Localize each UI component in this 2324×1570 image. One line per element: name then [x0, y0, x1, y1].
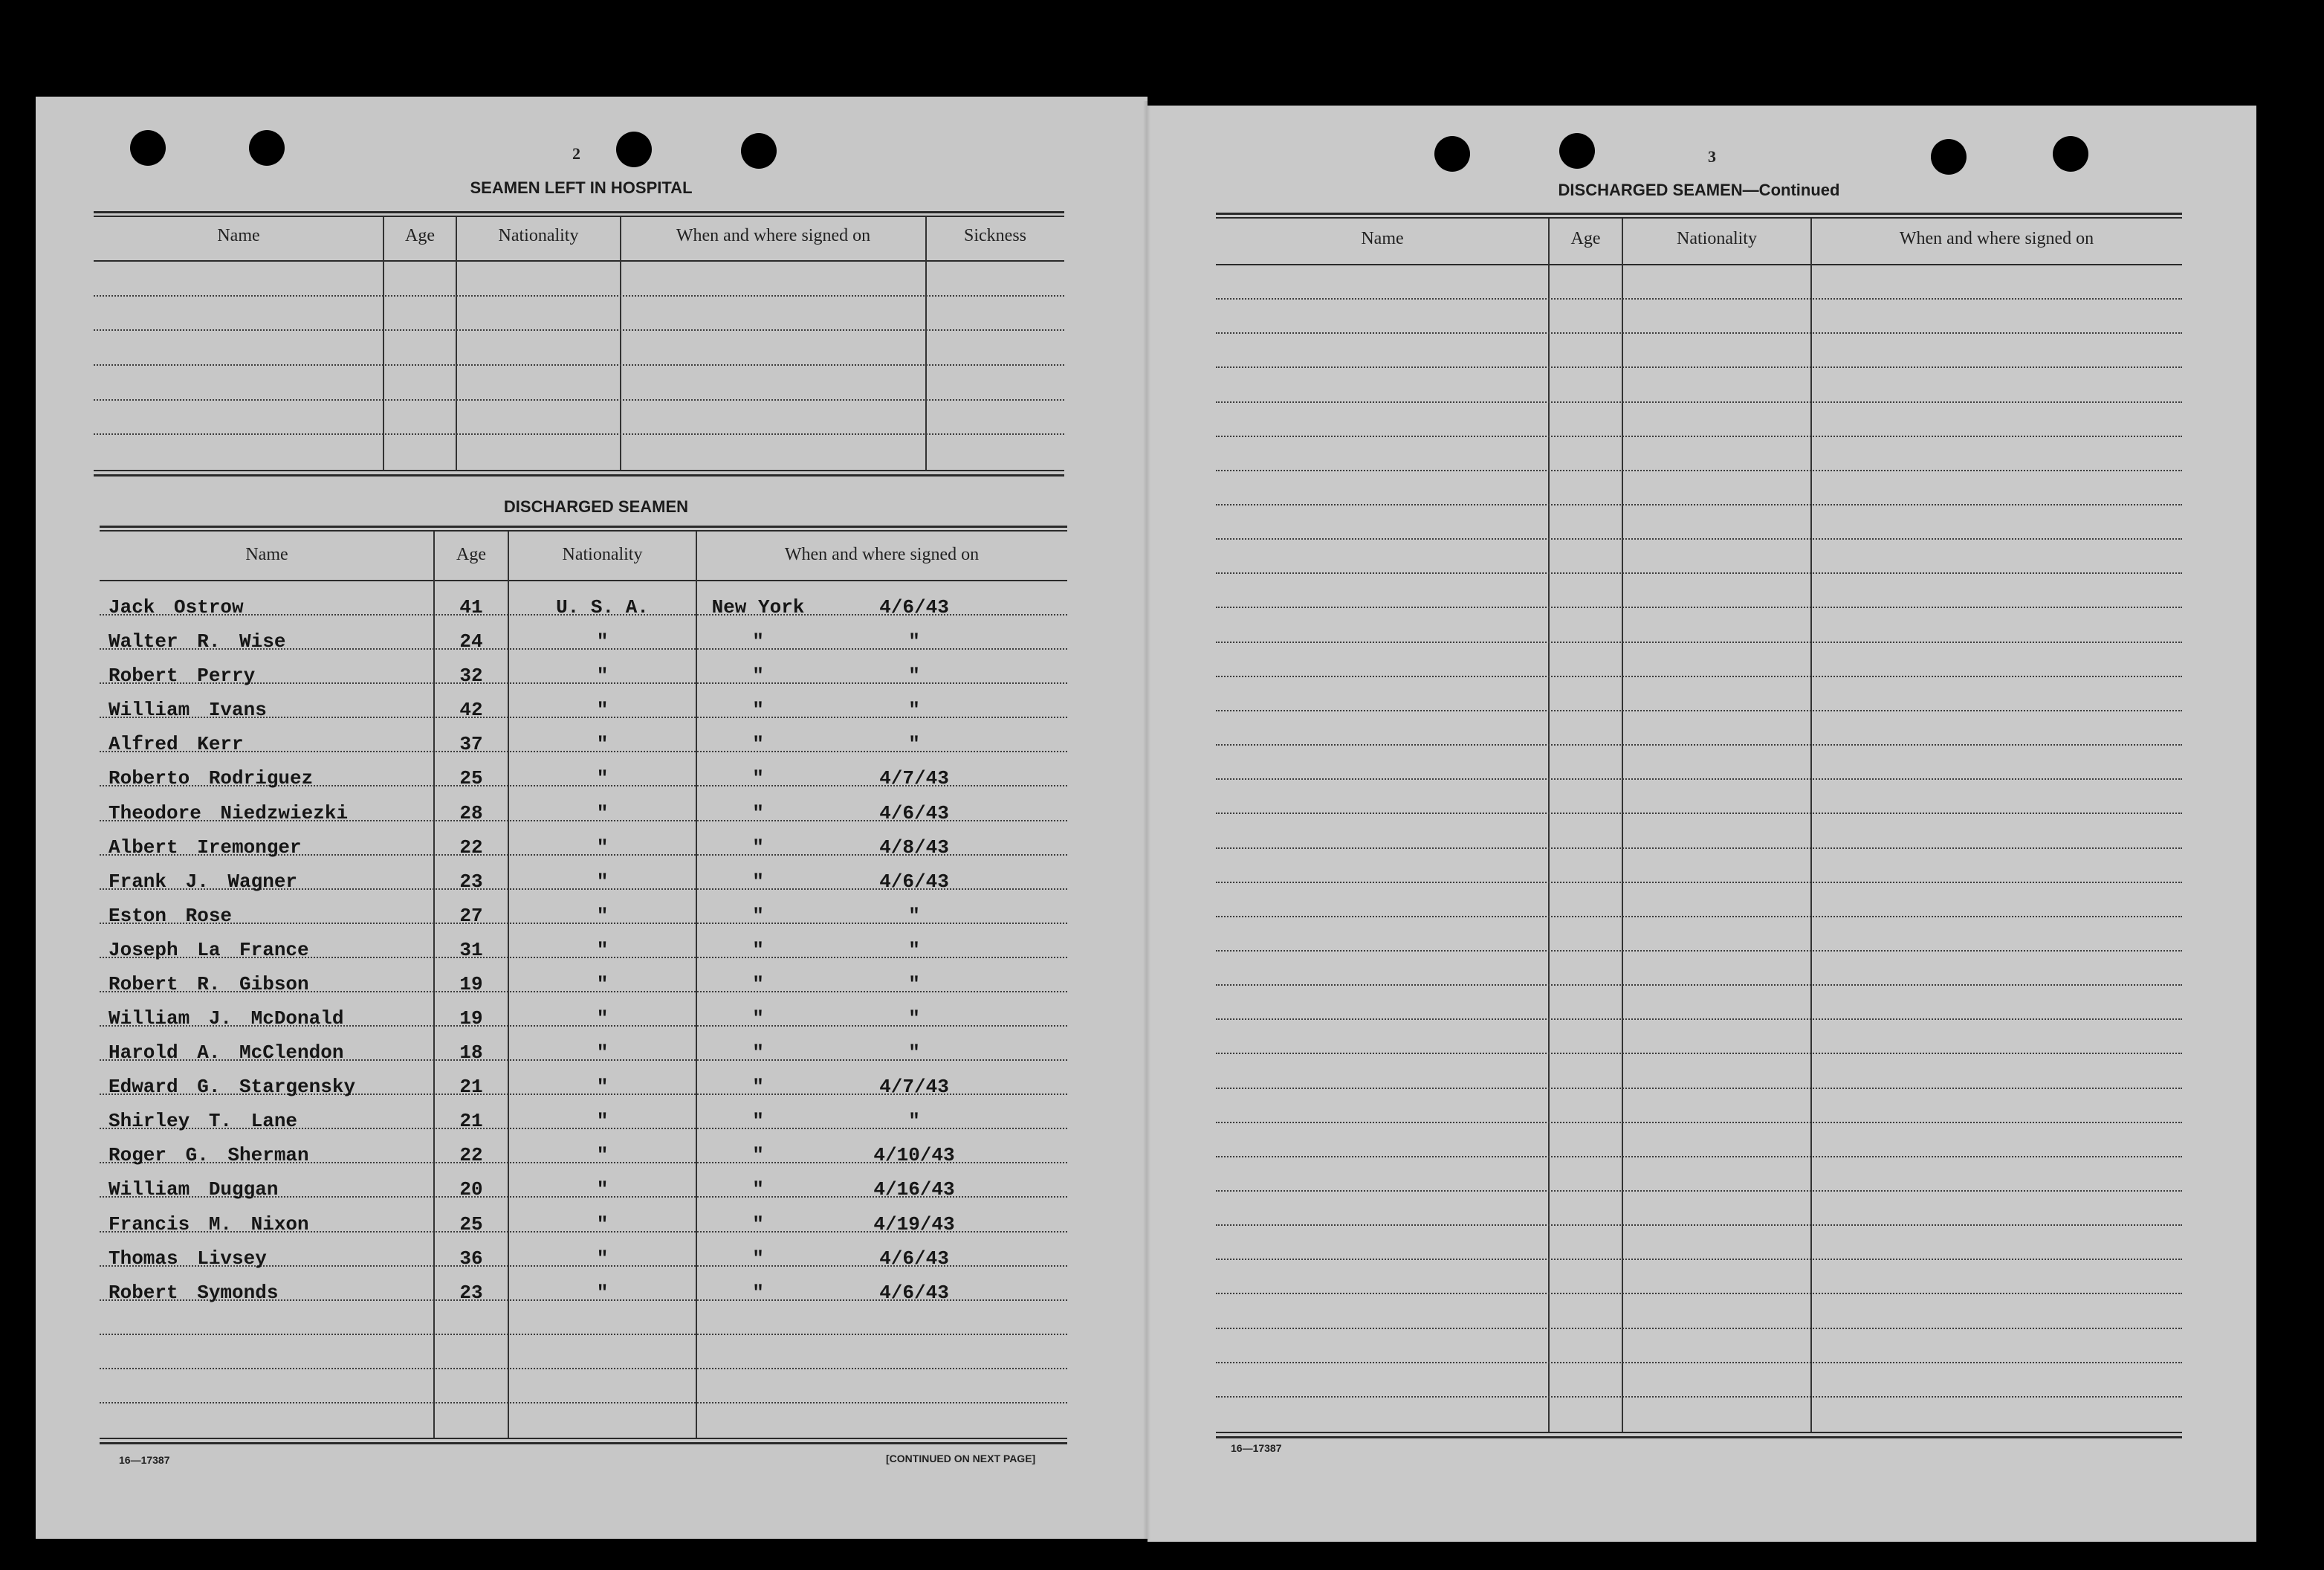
- signed-on-place: ": [752, 1007, 764, 1030]
- seaman-name: Joseph La France: [109, 938, 309, 961]
- rule-line: [1216, 1436, 2182, 1438]
- blank-row: [1216, 883, 2182, 917]
- seaman-age: 36: [459, 1247, 483, 1270]
- blank-row: [1216, 917, 2182, 952]
- seaman-name: William Duggan: [109, 1178, 279, 1201]
- seaman-name: Albert Iremonger: [109, 836, 302, 859]
- signed-on-date: ": [908, 699, 920, 722]
- blank-row: [1216, 1089, 2182, 1123]
- signed-on-date: 4/6/43: [879, 596, 949, 619]
- continued-note: [CONTINUED ON NEXT PAGE]: [886, 1453, 1036, 1464]
- seaman-nationality: ": [596, 836, 609, 859]
- signed-on-date: 4/6/43: [879, 801, 949, 824]
- signed-on-date: ": [908, 1041, 920, 1065]
- seaman-name: Roger G. Sherman: [109, 1144, 309, 1167]
- blank-row: [1216, 609, 2182, 643]
- signed-on-date: ": [908, 665, 920, 688]
- continued-table-body: [1216, 265, 2182, 1432]
- blank-row: [94, 366, 1064, 401]
- signed-on-date: ": [908, 630, 920, 653]
- table-row: [100, 1129, 1067, 1167]
- seaman-name: Alfred Kerr: [109, 733, 244, 756]
- signed-on-date: 4/19/43: [873, 1212, 955, 1235]
- signed-on-place: ": [752, 938, 764, 961]
- rule-line: [1216, 1432, 2182, 1433]
- punch-hole: [1559, 133, 1595, 169]
- discharged-table-body: [100, 581, 1067, 1438]
- seaman-name: Edward G. Stargensky: [109, 1076, 356, 1099]
- table-row: [100, 924, 1067, 961]
- signed-on-place: ": [752, 1144, 764, 1167]
- seaman-age: 18: [459, 1041, 483, 1065]
- blank-row: [1216, 334, 2182, 368]
- rule-line: [1216, 213, 2182, 215]
- seaman-name: Francis M. Nixon: [109, 1212, 309, 1235]
- seaman-nationality: ": [596, 870, 609, 893]
- column-header-signed-on: When and where signed on: [784, 545, 980, 564]
- punch-hole: [1931, 139, 1967, 175]
- rule-line: [94, 470, 1064, 471]
- seaman-name: Shirley T. Lane: [109, 1110, 298, 1133]
- column-header-signed-on: When and where signed on: [1899, 229, 2094, 248]
- signed-on-place: ": [752, 1041, 764, 1065]
- rule-line: [100, 526, 1067, 528]
- blank-row: [100, 1369, 1067, 1403]
- seaman-age: 37: [459, 733, 483, 756]
- seaman-nationality: ": [596, 1144, 609, 1167]
- seaman-nationality: ": [596, 1178, 609, 1201]
- seaman-age: 21: [459, 1110, 483, 1133]
- blank-row: [100, 1335, 1067, 1369]
- signed-on-place: ": [752, 801, 764, 824]
- punch-hole: [130, 130, 166, 166]
- signed-on-date: 4/10/43: [873, 1144, 955, 1167]
- signed-on-place: ": [752, 1076, 764, 1099]
- hospital-table-body: [94, 262, 1064, 470]
- rule-line: [100, 1438, 1067, 1439]
- blank-row: [1216, 437, 2182, 471]
- seaman-name: Roberto Rodriguez: [109, 767, 314, 790]
- seaman-age: 28: [459, 801, 483, 824]
- blank-row: [1216, 643, 2182, 677]
- signed-on-place: ": [752, 1212, 764, 1235]
- column-header-sickness: Sickness: [964, 226, 1026, 245]
- signed-on-date: 4/7/43: [879, 767, 949, 790]
- seaman-age: 31: [459, 938, 483, 961]
- blank-row: [1216, 1192, 2182, 1226]
- seaman-nationality: ": [596, 699, 609, 722]
- seaman-age: 23: [459, 1281, 483, 1304]
- seaman-nationality: ": [596, 904, 609, 927]
- column-header-nationality: Nationality: [498, 226, 579, 245]
- seaman-name: William J. McDonald: [109, 1007, 344, 1030]
- seaman-name: Theodore Niedzwiezki: [109, 801, 349, 824]
- signed-on-place: New York: [711, 596, 805, 619]
- blank-row: [1216, 574, 2182, 608]
- seaman-nationality: ": [596, 767, 609, 790]
- table-row: [100, 684, 1067, 722]
- seaman-age: 24: [459, 630, 483, 653]
- seaman-age: 41: [459, 596, 483, 619]
- signed-on-date: 4/7/43: [879, 1076, 949, 1099]
- column-header-nationality: Nationality: [562, 545, 643, 564]
- signed-on-date: ": [908, 733, 920, 756]
- form-number: 16—17387: [1231, 1442, 1282, 1454]
- blank-row: [1216, 300, 2182, 334]
- rule-line: [100, 530, 1067, 532]
- blank-row: [1216, 986, 2182, 1020]
- blank-row: [94, 262, 1064, 297]
- seaman-name: Thomas Livsey: [109, 1247, 267, 1270]
- seaman-nationality: U. S. A.: [556, 596, 649, 619]
- table-row: [100, 1198, 1067, 1235]
- seaman-name: Frank J. Wagner: [109, 870, 298, 893]
- table-row: [100, 581, 1067, 619]
- table-row: [100, 1163, 1067, 1201]
- seaman-nationality: ": [596, 938, 609, 961]
- discharged-continued-table: [1216, 213, 2182, 1439]
- table-row: [100, 1267, 1067, 1304]
- blank-row: [100, 1301, 1067, 1335]
- punch-hole: [741, 133, 777, 169]
- hospital-section-title: SEAMEN LEFT IN HOSPITAL: [470, 178, 693, 197]
- column-header-name: Name: [217, 226, 260, 245]
- blank-row: [1216, 505, 2182, 540]
- table-row: [100, 650, 1067, 688]
- signed-on-place: ": [752, 1247, 764, 1270]
- table-row: [100, 1233, 1067, 1270]
- seaman-nationality: ": [596, 1110, 609, 1133]
- table-row: [100, 1027, 1067, 1065]
- table-row: [100, 958, 1067, 995]
- blank-row: [94, 331, 1064, 366]
- blank-row: [1216, 265, 2182, 300]
- blank-row: [1216, 1398, 2182, 1432]
- discharged-section-title: DISCHARGED SEAMEN: [503, 497, 689, 516]
- blank-row: [94, 435, 1064, 470]
- table-row: [100, 1095, 1067, 1133]
- table-row: [100, 616, 1067, 653]
- blank-row: [94, 297, 1064, 332]
- blank-row: [1216, 780, 2182, 814]
- table-row: [100, 890, 1067, 927]
- seaman-nationality: ": [596, 972, 609, 995]
- blank-row: [94, 401, 1064, 436]
- page-fold: [1143, 101, 1150, 1540]
- seaman-name: William Ivans: [109, 699, 267, 722]
- seaman-age: 22: [459, 836, 483, 859]
- rule-line: [94, 216, 1064, 217]
- table-row: [100, 786, 1067, 824]
- signed-on-date: 4/6/43: [879, 1247, 949, 1270]
- table-row: [100, 1061, 1067, 1099]
- form-number: 16—17387: [119, 1454, 170, 1466]
- seaman-age: 27: [459, 904, 483, 927]
- seaman-name: Robert Perry: [109, 665, 256, 688]
- table-row: [100, 821, 1067, 859]
- signed-on-date: ": [908, 904, 920, 927]
- punch-hole: [616, 132, 652, 167]
- signed-on-date: ": [908, 1110, 920, 1133]
- seaman-nationality: ": [596, 1007, 609, 1030]
- table-row: [100, 992, 1067, 1030]
- punch-hole: [1434, 136, 1470, 172]
- signed-on-place: ": [752, 1281, 764, 1304]
- seaman-age: 23: [459, 870, 483, 893]
- signed-on-date: 4/6/43: [879, 870, 949, 893]
- signed-on-place: ": [752, 836, 764, 859]
- seaman-name: Walter R. Wise: [109, 630, 286, 653]
- blank-row: [1216, 849, 2182, 883]
- punch-hole: [249, 130, 285, 166]
- signed-on-date: ": [908, 938, 920, 961]
- seaman-age: 21: [459, 1076, 483, 1099]
- seaman-age: 25: [459, 767, 483, 790]
- signed-on-place: ": [752, 972, 764, 995]
- seaman-nationality: ": [596, 665, 609, 688]
- signed-on-place: ": [752, 699, 764, 722]
- signed-on-date: 4/6/43: [879, 1281, 949, 1304]
- blank-row: [1216, 1329, 2182, 1363]
- punch-hole: [2053, 136, 2088, 172]
- table-row: [100, 752, 1067, 790]
- seaman-nationality: ": [596, 801, 609, 824]
- seaman-nationality: ": [596, 1247, 609, 1270]
- seaman-age: 32: [459, 665, 483, 688]
- page-number: 3: [1708, 147, 1716, 166]
- seaman-age: 19: [459, 1007, 483, 1030]
- blank-row: [1216, 814, 2182, 848]
- blank-row: [1216, 1226, 2182, 1260]
- seaman-name: Harold A. McClendon: [109, 1041, 344, 1065]
- hospital-table: [94, 211, 1064, 477]
- blank-row: [1216, 1054, 2182, 1088]
- seaman-age: 25: [459, 1212, 483, 1235]
- signed-on-place: ": [752, 1178, 764, 1201]
- seaman-age: 19: [459, 972, 483, 995]
- signed-on-place: ": [752, 904, 764, 927]
- signed-on-place: ": [752, 870, 764, 893]
- signed-on-date: 4/16/43: [873, 1178, 955, 1201]
- blank-row: [1216, 1363, 2182, 1398]
- seaman-name: Robert R. Gibson: [109, 972, 309, 995]
- seaman-nationality: ": [596, 630, 609, 653]
- rule-line: [94, 474, 1064, 477]
- rule-line: [1216, 217, 2182, 219]
- blank-row: [1216, 540, 2182, 574]
- seaman-name: Jack Ostrow: [109, 596, 244, 619]
- seaman-nationality: ": [596, 733, 609, 756]
- blank-row: [100, 1403, 1067, 1438]
- signed-on-date: ": [908, 1007, 920, 1030]
- table-row: [100, 718, 1067, 756]
- blank-row: [1216, 1123, 2182, 1157]
- blank-row: [1216, 368, 2182, 402]
- blank-row: [1216, 711, 2182, 746]
- column-header-age: Age: [1570, 229, 1601, 248]
- blank-row: [1216, 1295, 2182, 1329]
- seaman-nationality: ": [596, 1212, 609, 1235]
- blank-row: [1216, 1157, 2182, 1192]
- seaman-nationality: ": [596, 1041, 609, 1065]
- signed-on-place: ": [752, 733, 764, 756]
- column-header-name: Name: [245, 545, 288, 564]
- signed-on-date: 4/8/43: [879, 836, 949, 859]
- rule-line: [94, 211, 1064, 213]
- signed-on-place: ": [752, 665, 764, 688]
- column-header-name: Name: [1361, 229, 1404, 248]
- blank-row: [1216, 1020, 2182, 1054]
- rule-line: [100, 1442, 1067, 1444]
- seaman-age: 22: [459, 1144, 483, 1167]
- signed-on-place: ": [752, 630, 764, 653]
- seaman-name: Robert Symonds: [109, 1281, 279, 1304]
- signed-on-place: ": [752, 767, 764, 790]
- blank-row: [1216, 403, 2182, 437]
- column-header-nationality: Nationality: [1677, 229, 1757, 248]
- column-header-age: Age: [405, 226, 435, 245]
- blank-row: [1216, 1260, 2182, 1294]
- continued-section-title: DISCHARGED SEAMEN—Continued: [1558, 181, 1840, 199]
- page-number: 2: [572, 144, 580, 163]
- column-header-age: Age: [456, 545, 486, 564]
- table-row: [100, 856, 1067, 893]
- blank-row: [1216, 746, 2182, 780]
- seaman-age: 20: [459, 1178, 483, 1201]
- seaman-nationality: ": [596, 1076, 609, 1099]
- signed-on-place: ": [752, 1110, 764, 1133]
- blank-row: [1216, 677, 2182, 711]
- seaman-name: Eston Rose: [109, 904, 233, 927]
- seaman-nationality: ": [596, 1281, 609, 1304]
- discharged-table: [100, 526, 1067, 1446]
- blank-row: [1216, 952, 2182, 986]
- seaman-age: 42: [459, 699, 483, 722]
- blank-row: [1216, 471, 2182, 505]
- signed-on-date: ": [908, 972, 920, 995]
- column-header-signed-on: When and where signed on: [676, 226, 871, 245]
